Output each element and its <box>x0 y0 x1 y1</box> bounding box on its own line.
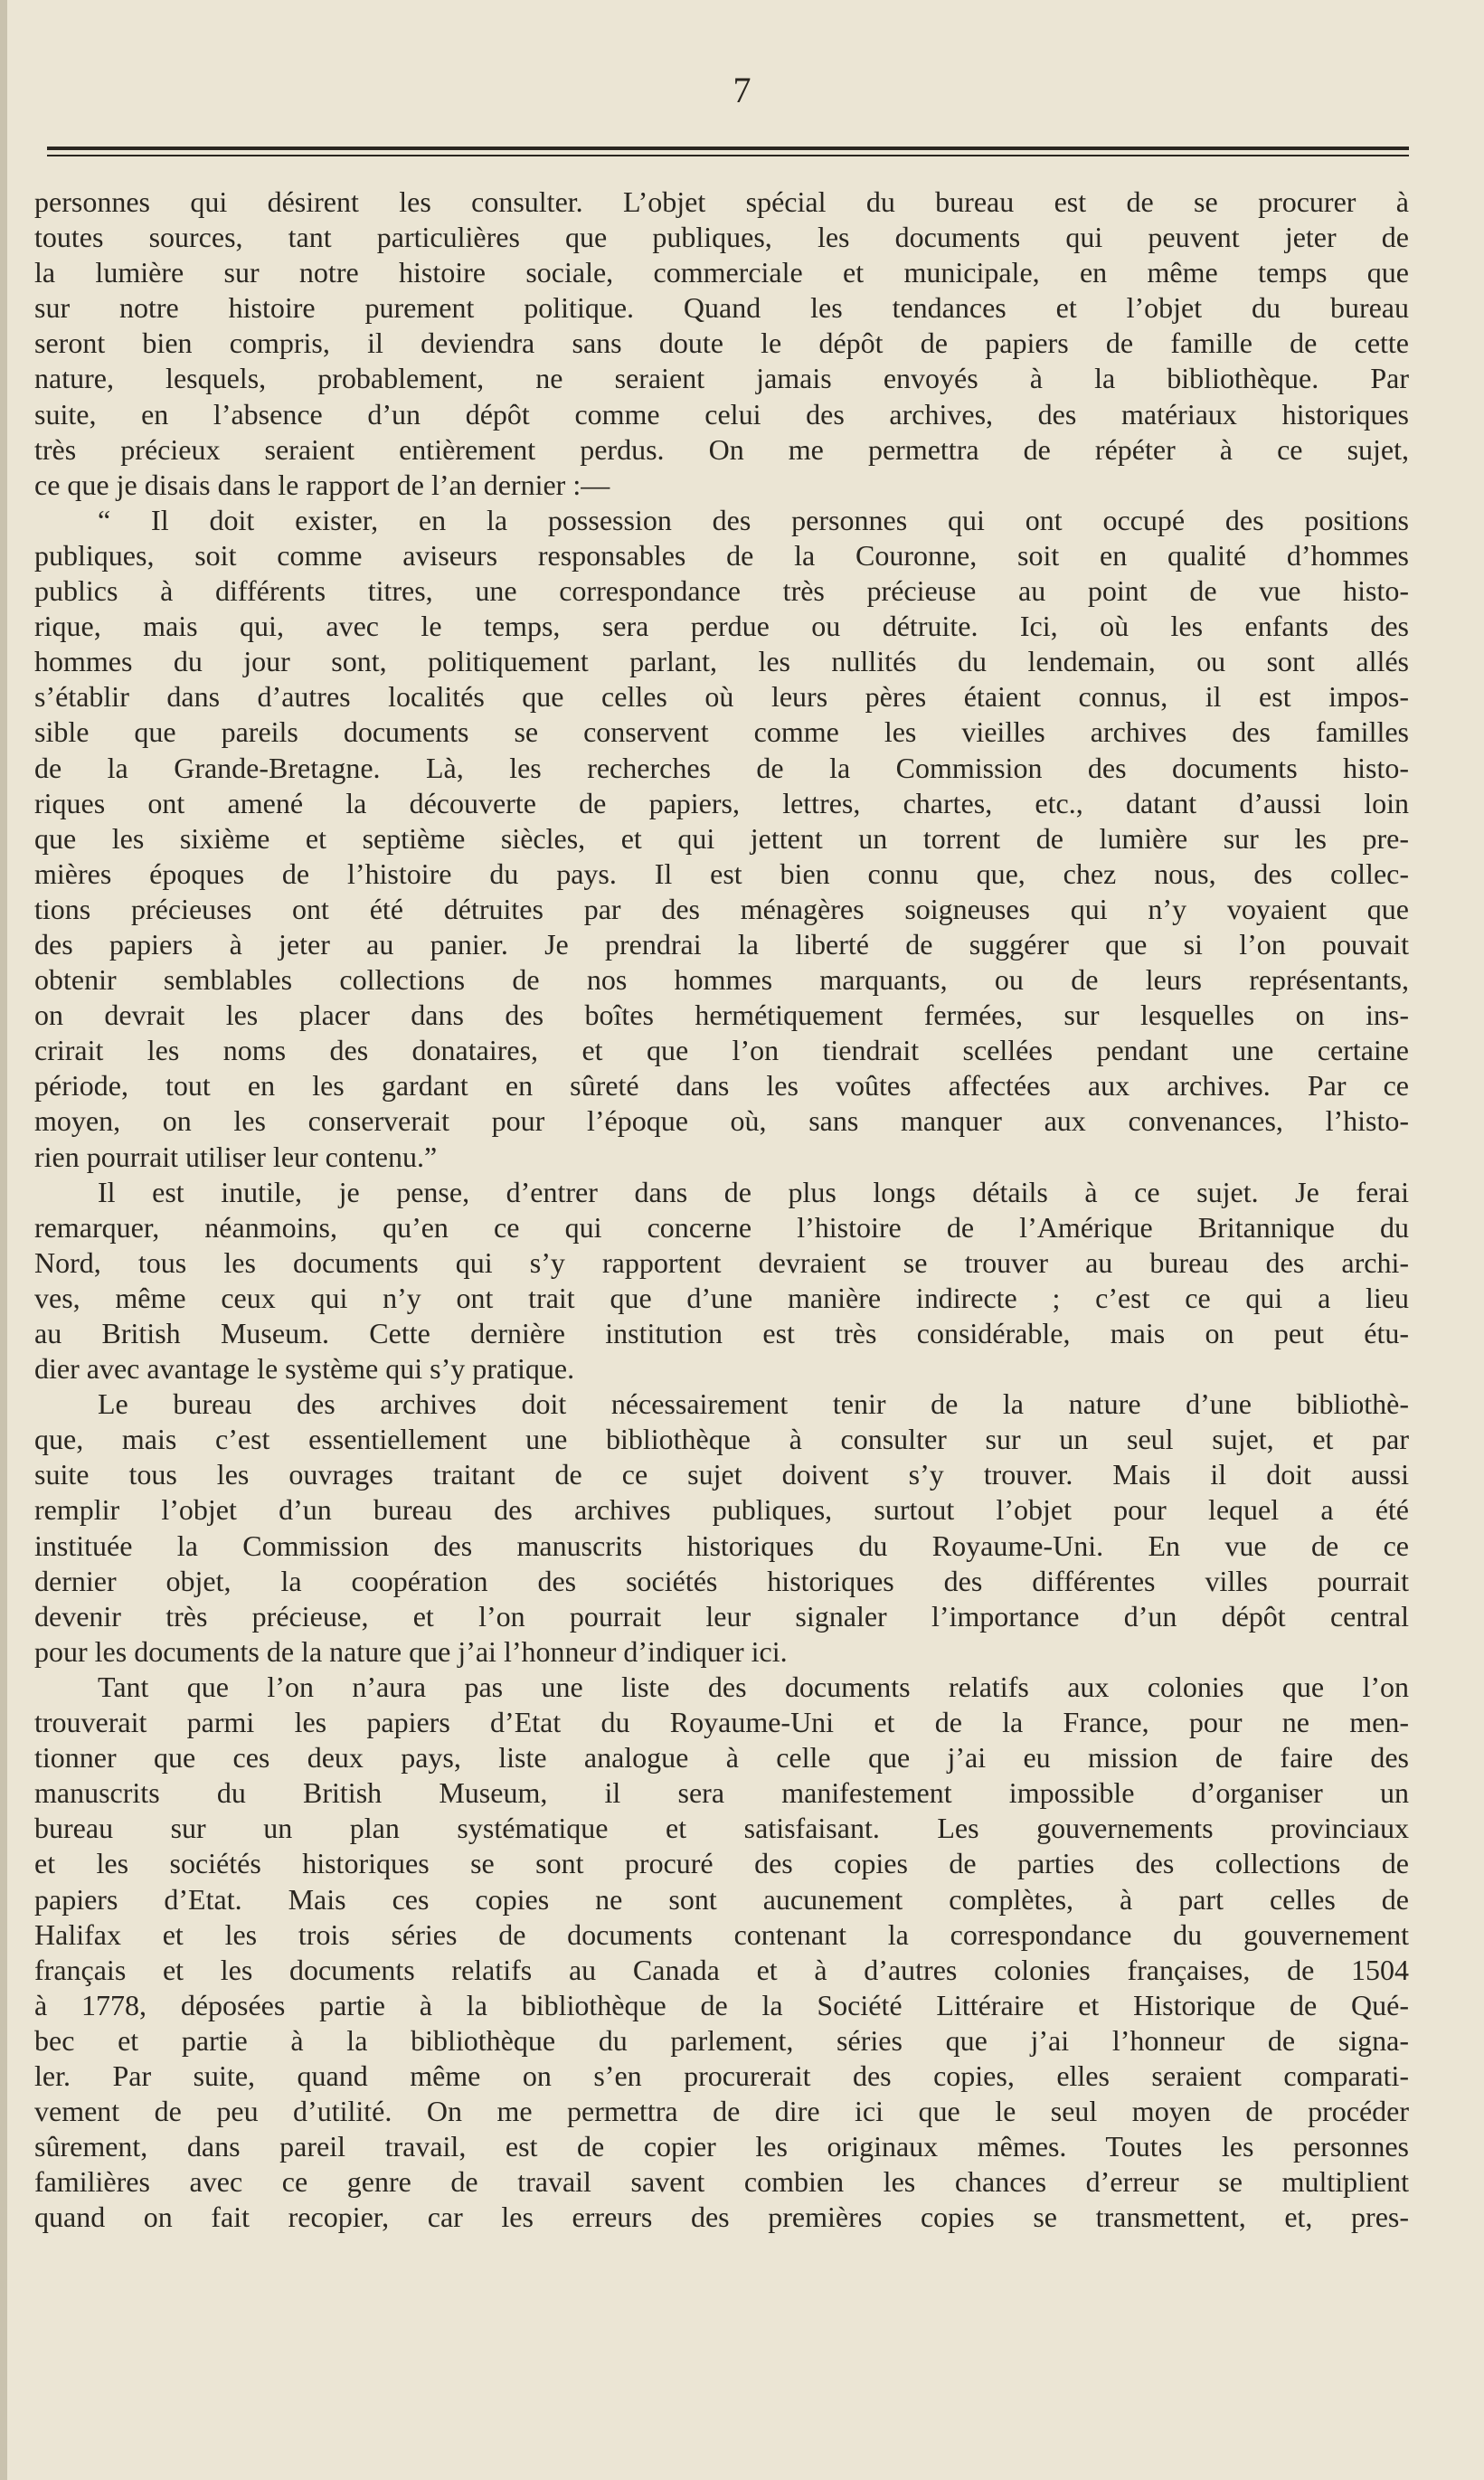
text-line: et les sociétés historiques se sont procuré des copies de parties des collections de <box>34 1847 1409 1880</box>
page-edge-shadow <box>0 0 7 2480</box>
text-line: remarquer, néanmoins, qu’en ce qui concerne l’histoire de l’Amérique Britannique du <box>34 1210 1409 1244</box>
text-line: vement de peu d’utilité. On me permettra de dire ici que le seul moyen de procéder <box>34 2095 1409 2128</box>
text-line: remplir l’objet d’un bureau des archives publiques, surtout l’objet pour lequel a été <box>34 1493 1409 1527</box>
text-line: manuscrits du British Museum, il sera manifestement impossible d’organiser un <box>34 1776 1409 1810</box>
text-line: au British Museum. Cette dernière institution est très considérable, mais on peut étu- <box>34 1317 1409 1349</box>
text-line: période, tout en les gardant en sûreté dans les voûtes affectées aux archives. Par ce <box>34 1069 1409 1103</box>
text-line: devenir très précieuse, et l’on pourrait leur signaler l’importance d’un dépôt central <box>34 1599 1409 1633</box>
text-line: ce que je disais dans le rapport de l’an dernier :— <box>34 468 610 501</box>
text-line: Le bureau des archives doit nécessairement tenir de la nature d’une bibliothè- <box>98 1387 1409 1421</box>
text-line: Halifax et les trois séries de documents contenant la correspondance du gouvernement <box>34 1917 1409 1951</box>
text-line: tionner que ces deux pays, liste analogue à celle que j’ai eu mission de faire des <box>34 1741 1409 1775</box>
header-rule-thin <box>47 155 1409 156</box>
text-line: mières époques de l’histoire du pays. Il est bien connu que, chez nous, des collec- <box>34 857 1409 890</box>
text-line: dier avec avantage le système qui s’y pratique. <box>34 1352 575 1386</box>
text-line: on devrait les placer dans des boîtes hermétiquement fermées, sur lesquelles on ins- <box>34 999 1409 1032</box>
text-line: à 1778, déposées partie à la bibliothèque de la Société Littéraire et Historique de Qué- <box>34 1988 1409 2021</box>
text-line: trouverait parmi les papiers d’Etat du Royaume-Uni et de la France, pour ne men- <box>34 1706 1409 1739</box>
body-text <box>34 185 1409 2235</box>
text-line: riques ont amené la découverte de papiers, lettres, chartes, etc., datant d’aussi loin <box>34 786 1409 819</box>
text-line: quand on fait recopier, car les erreurs des premières copies se transmettent, et, pres- <box>34 2201 1409 2234</box>
text-line: nature, lesquels, probablement, ne seraient jamais envoyés à la bibliothèque. Par <box>34 362 1409 395</box>
text-line: toutes sources, tant particulières que publiques, les documents qui peuvent jeter de <box>34 221 1409 254</box>
text-line: la lumière sur notre histoire sociale, commerciale et municipale, en même temps que <box>34 256 1409 289</box>
text-line: publiques, soit comme aviseurs responsables de la Couronne, soit en qualité d’hommes <box>34 538 1409 572</box>
text-line: moyen, on les conserverait pour l’époque où, sans manquer aux convenances, l’histo- <box>34 1104 1409 1138</box>
text-line: s’établir dans d’autres localités que celles où leurs pères étaient connus, il est impos- <box>34 680 1409 714</box>
text-line: ler. Par suite, quand même on s’en procurerait des copies, elles seraient comparati- <box>34 2059 1409 2092</box>
text-line: rien pourrait utiliser leur contenu.” <box>34 1140 438 1173</box>
text-line: suite, en l’absence d’un dépôt comme celui des archives, des matériaux historiques <box>34 397 1409 431</box>
text-line: suite tous les ouvrages traitant de ce sujet doivent s’y trouver. Mais il doit aussi <box>34 1458 1409 1491</box>
text-line: sûrement, dans pareil travail, est de copier les originaux mêmes. Toutes les personnes <box>34 2130 1409 2163</box>
text-line: tions précieuses ont été détruites par des ménagères soigneuses qui n’y voyaient que <box>34 892 1409 925</box>
text-line: seront bien compris, il deviendra sans doute le dépôt de papiers de famille de cette <box>34 327 1409 360</box>
text-line: instituée la Commission des manuscrits historiques du Royaume-Uni. En vue de ce <box>34 1529 1409 1562</box>
text-line: que les sixième et septième siècles, et qui jettent un torrent de lumière sur les pre- <box>34 821 1409 855</box>
text-line: papiers d’Etat. Mais ces copies ne sont aucunement complètes, à part celles de <box>34 1882 1409 1916</box>
page-number: 7 <box>733 70 751 110</box>
text-line: sur notre histoire purement politique. Quand les tendances et l’objet du bureau <box>34 291 1409 325</box>
text-line: obtenir semblables collections de nos hommes marquants, ou de leurs représentants, <box>34 963 1409 997</box>
text-line: Tant que l’on n’aura pas une liste des documents relatifs aux colonies que l’on <box>98 1670 1409 1703</box>
text-line: français et les documents relatifs au Canada et à d’autres colonies françaises, de 1504 <box>34 1953 1409 1986</box>
text-line: pour les documents de la nature que j’ai l’honneur d’indiquer ici. <box>34 1634 788 1668</box>
text-line: des papiers à jeter au panier. Je prendrai la liberté de suggérer que si l’on pouvait <box>34 927 1409 961</box>
text-line: personnes qui désirent les consulter. L’objet spécial du bureau est de se procurer à <box>34 185 1409 218</box>
text-line: très précieux seraient entièrement perdus. On me permettra de répéter à ce sujet, <box>34 432 1409 466</box>
text-line: hommes du jour sont, politiquement parlant, les nullités du lendemain, ou sont allés <box>34 645 1409 678</box>
text-line: Nord, tous les documents qui s’y rapportent devraient se trouver au bureau des archi- <box>34 1245 1409 1279</box>
text-line: de la Grande-Bretagne. Là, les recherches de la Commission des documents histo- <box>34 751 1409 784</box>
text-line: que, mais c’est essentiellement une bibliothèque à consulter sur un seul sujet, et par <box>34 1423 1409 1456</box>
text-line: sible que pareils documents se conservent comme les vieilles archives des familles <box>34 715 1409 749</box>
text-line: bec et partie à la bibliothèque du parlement, séries que j’ai l’honneur de signa- <box>34 2023 1409 2057</box>
text-line: ves, même ceux qui n’y ont trait que d’une manière indirecte ; c’est ce qui a lieu <box>34 1281 1409 1314</box>
text-line: Il est inutile, je pense, d’entrer dans de plus longs détails à ce sujet. Je ferai <box>98 1175 1409 1208</box>
text-line: “ Il doit exister, en la possession des personnes qui ont occupé des positions <box>98 503 1409 536</box>
text-line: dernier objet, la coopération des sociétés historiques des différentes villes pourrait <box>34 1564 1409 1597</box>
text-line: bureau sur un plan systématique et satisfaisant. Les gouvernements provinciaux <box>34 1812 1409 1845</box>
text-line: publics à différents titres, une correspondance très précieuse au point de vue histo- <box>34 574 1409 608</box>
text-line: rique, mais qui, avec le temps, sera perdue ou détruite. Ici, où les enfants des <box>34 610 1409 643</box>
text-line: crirait les noms des donataires, et que l’on tiendrait scellées pendant une certaine <box>34 1034 1409 1067</box>
header-rule-thick <box>47 147 1409 150</box>
text-line: familières avec ce genre de travail savent combien les chances d’erreur se multiplient <box>34 2165 1409 2199</box>
